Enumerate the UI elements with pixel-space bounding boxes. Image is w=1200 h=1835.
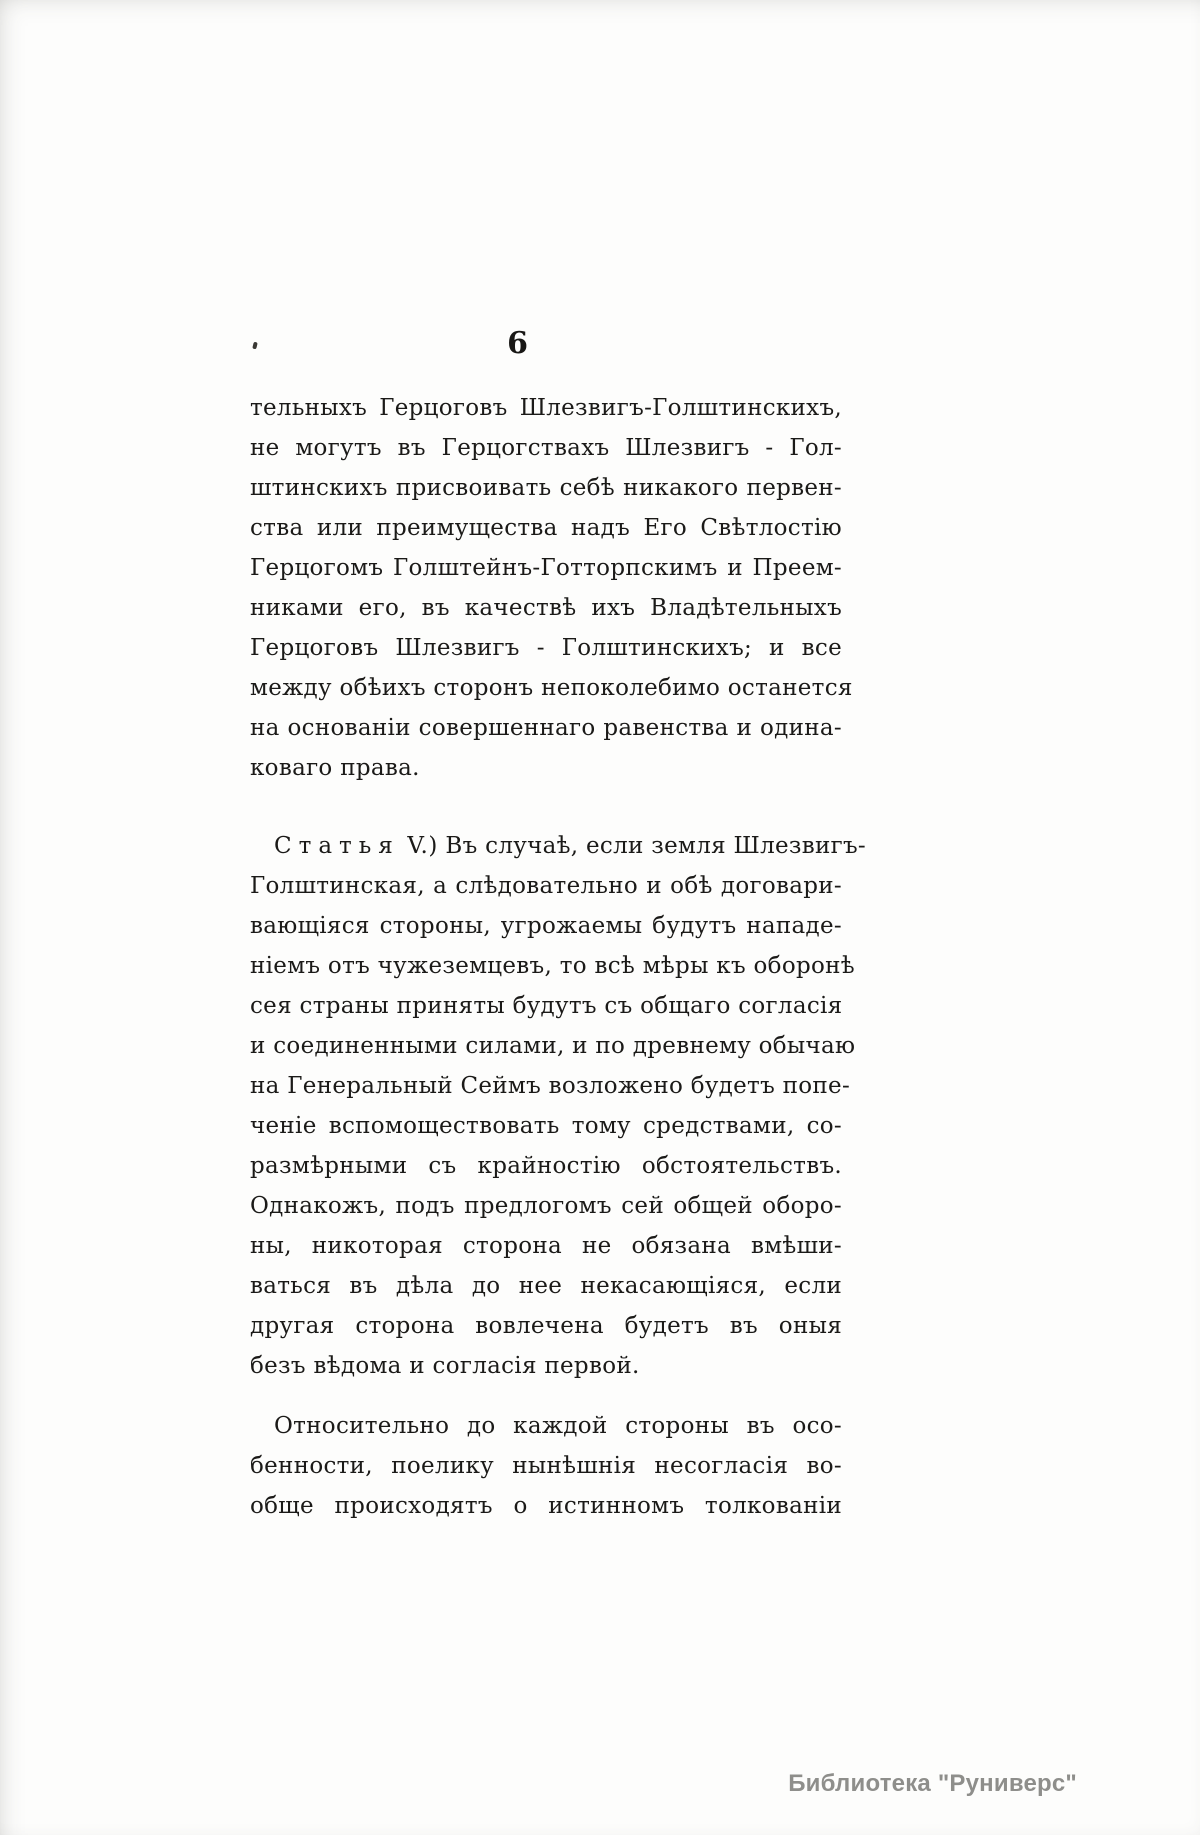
text-line: на Генеральный Сеймъ возложено будетъ попе- (250, 1073, 851, 1099)
text-line: Относительно до каждой стороны въ осо- (274, 1413, 842, 1439)
text-line: размѣрными съ крайностію обстоятельствъ. (250, 1153, 842, 1179)
text-line: штинскихъ присвоивать себѣ никакого первен- (250, 475, 842, 501)
library-watermark: Библиотека "Руниверс" (788, 1770, 1077, 1797)
page-text (250, 0, 866, 1835)
paragraph-1 (250, 388, 853, 788)
text-line: безъ вѣдома и согласія первой. (250, 1353, 640, 1379)
text-line: Голштинская, а слѣдовательно и обѣ договари- (250, 873, 842, 899)
paragraph-2 (250, 826, 866, 1386)
page-number: 6 (507, 326, 529, 361)
text-line (250, 826, 866, 866)
text-line: ченіе вспомоществовать тому средствами, со- (250, 1113, 842, 1139)
text-line: бенности, поелику нынѣшнія несогласія во- (250, 1453, 842, 1479)
text-line: тельныхъ Герцоговъ Шлезвигъ-Голштинскихъ, (250, 395, 842, 421)
text-line: ства или преимущества надъ Его Свѣтлостію (250, 515, 842, 541)
text-line: Герцоговъ Шлезвигъ - Голштинскихъ; и все (250, 635, 842, 661)
text-line: вающіяся стороны, угрожаемы будутъ нападе- (250, 913, 842, 939)
text-line: обще происходятъ о истинномъ толкованіи (250, 1493, 842, 1519)
text-line: на основаніи совершеннаго равенства и одина- (250, 715, 842, 741)
article-number: V.) (407, 833, 438, 859)
text-line: и соединенными силами, и по древнему обычаю (250, 1033, 856, 1059)
text-line: между обѣихъ сторонъ непоколебимо останется (250, 675, 853, 701)
text-line: никами его, въ качествѣ ихъ Владѣтельныхъ (250, 595, 842, 621)
text-line: ны, никоторая сторона не обязана вмѣши- (250, 1233, 842, 1259)
text-line: ваться въ дѣла до нее некасающіяся, если (250, 1273, 842, 1299)
text-line: Герцогомъ Голштейнъ-Готторпскимъ и Преем- (250, 555, 842, 581)
text-line: другая сторона вовлечена будетъ въ оныя (250, 1313, 842, 1339)
text-line: Однакожъ, подъ предлогомъ сей общей оборо- (250, 1193, 842, 1219)
text-line: не могутъ въ Герцогствахъ Шлезвигъ - Гол- (250, 435, 842, 461)
text-fragment: Въ случаѣ, если земля Шлезвигъ- (445, 833, 866, 859)
text-line: сея страны приняты будутъ съ общаго согласія (250, 993, 843, 1019)
text-line: коваго права. (250, 755, 420, 781)
article-label: Статья (274, 833, 400, 859)
text-line: ніемъ отъ чужеземцевъ, то всѣ мѣры къ оборонѣ (250, 953, 855, 979)
paragraph-3 (250, 1406, 842, 1526)
